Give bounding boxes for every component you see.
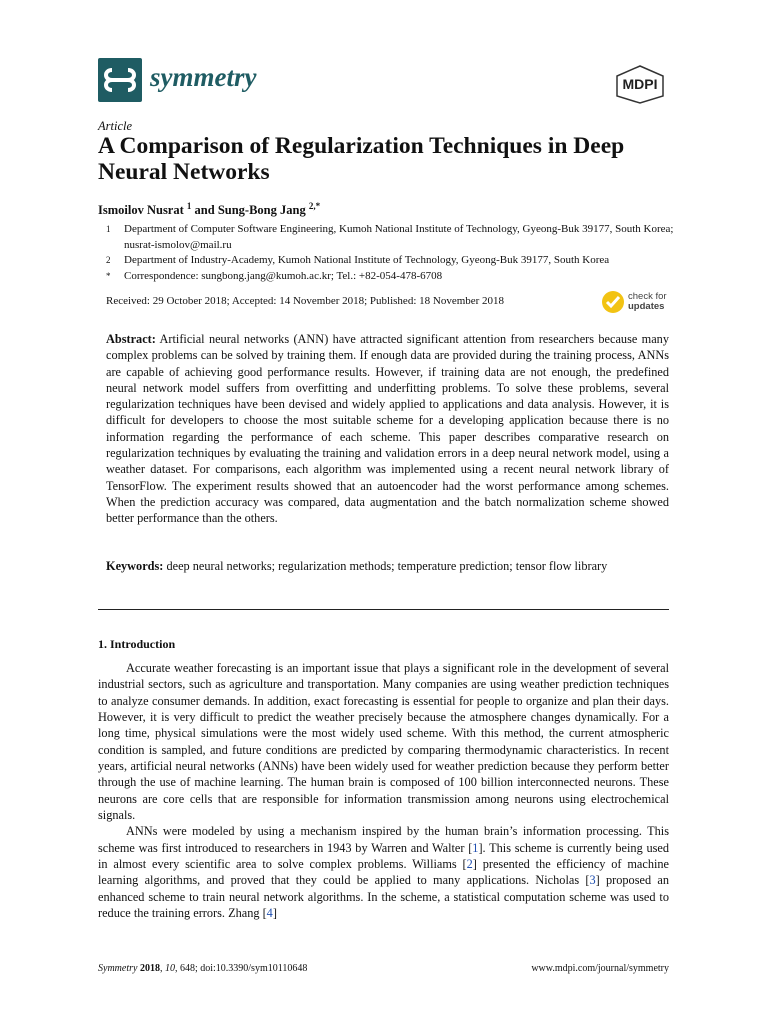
- author-conj: and: [191, 203, 218, 218]
- author-affil-mark: 1: [186, 201, 192, 211]
- affiliation-text: Department of Industry-Academy, Kumoh National Institute of Technology, Gyeong-Buk 39177, South Korea: [124, 254, 610, 266]
- publication-dates: Received: 29 October 2018; Accepted: 14 November 2018; Published: 18 November 2018: [106, 295, 505, 307]
- keywords-text: deep neural networks; regularization methods; temperature prediction; tensor flow library: [166, 559, 608, 573]
- citation-link[interactable]: 3: [589, 873, 596, 888]
- abstract-text: Artificial neural networks (ANN) have attracted significant attention from researchers because many complex problems can be solved by training them. If enough data are provided during the training process, ANNs are capable of achieving good performance results. However, if training data are not enough, the predefined neural network model suffers from overfitting and underfitting problems. To solve these problems, several regularization techniques have been devised and widely applied to applications and data analysis. However, it is difficult for developers to choose the most suitable scheme for a developing application because there is no information regarding the performance of each scheme. This paper describes comparative research on regularization techniques by evaluating the training and validation errors in a deep neural network model, using a weather dataset. For comparisons, each algorithm was implemented using a recent neural network library of TensorFlow. The experiment results showed that an autoencoder had the worst performance among schemes. When the prediction accuracy was compared, data augmentation and the batch normalization scheme showed better performance than the others.: [106, 332, 669, 526]
- journal-name: symmetry: [150, 62, 257, 92]
- footer-volume: 10: [164, 963, 175, 974]
- footer-doi: , 648; doi:10.3390/sym10110648: [174, 963, 308, 974]
- paragraph-text: ]. This scheme is currently being used in almost every scientific area to solve complex problems. Williams [: [98, 840, 669, 872]
- footer-citation: [98, 963, 307, 974]
- paragraph-text: ]: [272, 906, 277, 921]
- author-name: Sung-Bong Jang: [217, 203, 306, 218]
- affiliation-item: [98, 222, 678, 253]
- paper-title: A Comparison of Regularization Techniques in Deep Neural Networks: [98, 133, 625, 185]
- abstract-label: Abstract:: [106, 332, 156, 346]
- affiliation-mark: *: [106, 270, 111, 281]
- affiliation-mark: 2: [106, 255, 111, 265]
- check-updates-line1: check for: [628, 291, 667, 302]
- paragraph-text: ANNs were modeled by using a mechanism inspired by the human brain’s information processing. This scheme was first introduced to researchers in 1943 by Warren and Walter [: [98, 824, 669, 855]
- section-heading: 1. Introduction: [98, 637, 176, 651]
- journal-url[interactable]: www.mdpi.com/journal/symmetry: [531, 963, 669, 974]
- author-name: Ismoilov Nusrat: [98, 203, 184, 218]
- author-list: [98, 201, 320, 218]
- affiliation-text: Department of Computer Software Engineering, Kumoh National Institute of Technology, Gyeong-Buk 39177, South Korea; nusrat-ismolov@mail.ru: [124, 223, 674, 251]
- article-type: Article: [98, 119, 133, 133]
- keywords-label: Keywords:: [106, 559, 164, 573]
- affiliation-mark: 1: [106, 224, 111, 234]
- citation-link[interactable]: 1: [472, 840, 479, 855]
- author-affil-mark: 2,*: [308, 201, 321, 211]
- affiliation-item: [98, 269, 678, 285]
- keywords: [106, 558, 669, 576]
- correspondence-text: Correspondence: sungbong.jang@kumoh.ac.kr; Tel.: +82-054-478-6708: [124, 269, 443, 282]
- footer-year: 2018: [139, 963, 160, 974]
- paragraph-text: ] proposed an enhanced scheme to train neural network algorithms. In the scheme, a statistical computation scheme was used to reduce the training errors. Zhang [: [98, 873, 669, 921]
- paragraph-text: ] presented the efficiency of machine learning algorithms, and proved that they could be applied to many applications. Nicholas [: [98, 857, 669, 888]
- affiliations: [98, 222, 678, 284]
- footer-sep: ,: [159, 963, 165, 974]
- journal-logo-icon: [98, 58, 142, 102]
- citation-link[interactable]: 2: [466, 857, 473, 872]
- body-text: [98, 660, 669, 922]
- publisher-name: MDPI: [622, 76, 658, 92]
- paragraph: [98, 823, 669, 921]
- abstract: [106, 331, 669, 527]
- check-updates-text: [628, 292, 667, 311]
- affiliation-item: [98, 253, 678, 269]
- divider: [98, 609, 669, 610]
- check-updates-line2: updates: [628, 300, 665, 312]
- citation-link[interactable]: 4: [266, 906, 273, 921]
- publisher-logo: [614, 64, 666, 104]
- paragraph: Accurate weather forecasting is an important issue that plays a significant role in the development of several industrial sectors, such as agriculture and transportation. Many companies are using weather prediction techniques to analyze consumer demands. In addition, exact forecasting is essential for people to organize and plan their days. However, it is very difficult to predict the weather precisely because the atmosphere changes dynamically. For a long time, physical simulations were the most widely used scheme. With this method, the current atmospheric condition is sampled, and future conditions are predicted by comparing thermodynamic characteristics. In recent years, artificial neural networks (ANNs) have been widely used for weather prediction because they perform better through the use of machine learning. The human brain is composed of 100 billion interconnected neurons. These neurons are core cells that are responsible for information transmission among neurons using electrochemical signals.: [98, 661, 669, 823]
- check-updates-icon: [601, 290, 625, 314]
- footer-journal: Symmetry: [98, 963, 138, 974]
